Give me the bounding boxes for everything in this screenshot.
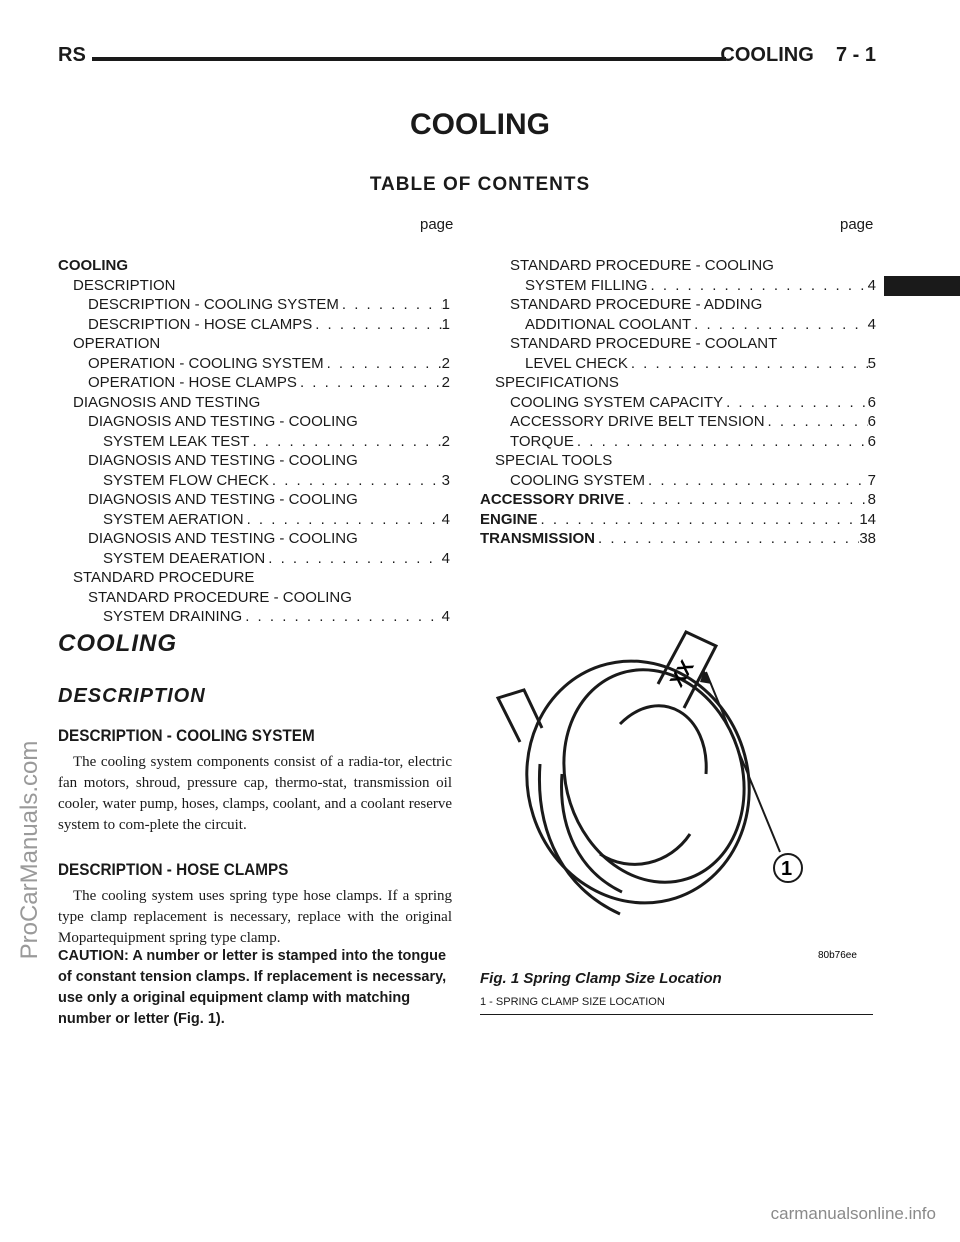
toc-page-number: 5 xyxy=(867,354,876,372)
toc-entry-title: SYSTEM AERATION xyxy=(103,510,244,528)
toc-entry[interactable] xyxy=(58,568,450,588)
toc-entry[interactable] xyxy=(480,529,876,549)
toc-page-number: 1 xyxy=(441,315,450,333)
toc-entry-title: STANDARD PROCEDURE - COOLING xyxy=(510,257,774,274)
cooling-system-paragraph xyxy=(58,752,452,836)
toc-entry[interactable] xyxy=(480,256,876,276)
figure-legend: 1 - SPRING CLAMP SIZE LOCATION xyxy=(480,996,665,1008)
toc-leader-dots xyxy=(595,529,859,549)
toc-entry-title: SPECIAL TOOLS xyxy=(495,452,613,469)
toc-entry-title: DIAGNOSIS AND TESTING xyxy=(73,393,261,411)
toc-entry[interactable] xyxy=(58,354,450,374)
toc-entry-title: COOLING SYSTEM CAPACITY xyxy=(510,393,724,411)
toc-leader-dots xyxy=(244,510,442,530)
toc-right-column xyxy=(480,256,876,549)
toc-entry-title: TORQUE xyxy=(510,432,574,450)
header-chapter-page: COOLING 7 - 1 xyxy=(720,44,876,66)
watermark-text: ProCarManuals.com xyxy=(16,740,43,960)
toc-entry-title: SYSTEM FILLING xyxy=(525,276,648,294)
toc-entry[interactable] xyxy=(480,354,876,374)
callout-number: 1 xyxy=(781,858,793,880)
toc-entry-title: SYSTEM DEAERATION xyxy=(103,549,266,567)
toc-entry-title: DIAGNOSIS AND TESTING - COOLING xyxy=(88,530,358,547)
toc-entry[interactable] xyxy=(58,451,450,471)
toc-leader-dots xyxy=(691,315,868,335)
toc-entry[interactable] xyxy=(480,490,876,510)
toc-entry[interactable] xyxy=(58,412,450,432)
toc-entry-title: STANDARD PROCEDURE xyxy=(73,569,255,586)
toc-page-number: 8 xyxy=(867,491,876,508)
toc-entry[interactable] xyxy=(58,607,450,627)
hose-clamps-text: The cooling system uses spring type hose clamps. If a spring type clamp replacement is necessary, replace with the original Mopartequipment spring type clamp. xyxy=(58,888,452,946)
spring-clamp-figure xyxy=(480,624,876,964)
toc-left-page-label: page xyxy=(420,216,454,233)
toc-right-page-label: page xyxy=(840,216,874,233)
cooling-system-heading: DESCRIPTION - COOLING SYSTEM xyxy=(58,726,315,745)
toc-entry-title: STANDARD PROCEDURE - ADDING xyxy=(510,296,763,313)
toc-entry[interactable] xyxy=(58,315,450,335)
toc-entry-title: DIAGNOSIS AND TESTING - COOLING xyxy=(88,452,358,469)
toc-entry-title: ACCESSORY DRIVE BELT TENSION xyxy=(510,413,765,430)
toc-entry[interactable] xyxy=(480,393,876,413)
toc-entry-title: SYSTEM DRAINING xyxy=(103,608,243,625)
toc-page-number: 38 xyxy=(859,530,876,547)
toc-leader-dots xyxy=(242,607,441,627)
toc-page-number: 2 xyxy=(441,432,450,450)
page-title: COOLING xyxy=(410,108,550,141)
caution-note: CAUTION: A number or letter is stamped into the tongue of constant tension clamps. If replacement is necessary, use only a original equipment clamp with matching number or letter (Fig. 1). xyxy=(58,948,447,1027)
toc-leader-dots xyxy=(624,490,867,510)
toc-leader-dots xyxy=(324,354,442,374)
toc-page-number: 2 xyxy=(441,354,450,372)
toc-page-number: 4 xyxy=(441,510,450,528)
toc-entry[interactable] xyxy=(58,510,450,530)
footer-watermark: carmanualsonline.info xyxy=(770,1204,936,1223)
toc-entry-title: ENGINE xyxy=(480,510,538,528)
toc-entry[interactable] xyxy=(58,256,450,276)
toc-entry-title: SPECIFICATIONS xyxy=(495,374,619,391)
toc-entry[interactable] xyxy=(480,334,876,354)
toc-entry-title: DIAGNOSIS AND TESTING - COOLING xyxy=(88,491,358,508)
toc-page-number: 4 xyxy=(867,315,876,333)
toc-entry-title: DESCRIPTION - HOSE CLAMPS xyxy=(88,315,313,333)
toc-leader-dots xyxy=(628,354,868,374)
header-rule xyxy=(92,57,726,61)
side-watermark xyxy=(10,640,50,1060)
toc-page-number: 4 xyxy=(867,276,876,294)
toc-leader-dots xyxy=(645,471,868,491)
toc-entry-title: TRANSMISSION xyxy=(480,530,596,547)
toc-entry[interactable] xyxy=(480,510,876,530)
toc-page-number: 2 xyxy=(441,374,450,391)
toc-entry[interactable] xyxy=(480,315,876,335)
toc-page-number: 14 xyxy=(859,510,876,528)
toc-entry[interactable] xyxy=(58,490,450,510)
toc-entry-title: COOLING SYSTEM xyxy=(510,471,646,489)
toc-page-number: 6 xyxy=(867,393,876,411)
toc-leader-dots xyxy=(648,276,868,296)
running-header xyxy=(58,44,876,76)
toc-entry-title: ACCESSORY DRIVE xyxy=(480,491,625,508)
toc-leader-dots xyxy=(723,393,868,413)
header-section-code: RS xyxy=(58,44,86,66)
toc-page-number: 6 xyxy=(867,413,876,430)
toc-page-number: 3 xyxy=(441,471,450,489)
toc-entry[interactable] xyxy=(58,295,450,315)
toc-entry[interactable] xyxy=(58,588,450,608)
hose-clamps-paragraph xyxy=(58,886,452,949)
toc-entry-title: DESCRIPTION xyxy=(73,276,176,294)
toc-entry[interactable] xyxy=(58,334,450,354)
toc-entry-title: COOLING xyxy=(58,257,128,274)
toc-leader-dots xyxy=(312,315,441,335)
toc-entry-title: DESCRIPTION - COOLING SYSTEM xyxy=(88,296,339,313)
toc-entry-title: STANDARD PROCEDURE - COOLING xyxy=(88,588,352,606)
toc-entry-title: OPERATION - COOLING SYSTEM xyxy=(88,354,324,372)
toc-entry[interactable] xyxy=(58,529,450,549)
toc-leader-dots xyxy=(269,471,442,491)
toc-leader-dots xyxy=(538,510,860,530)
clamp-stamp-marking: XX xyxy=(666,656,699,691)
toc-entry[interactable] xyxy=(58,549,450,569)
toc-leader-dots xyxy=(249,432,441,452)
toc-entry-title: SYSTEM LEAK TEST xyxy=(103,432,250,450)
toc-entry[interactable] xyxy=(58,432,450,452)
toc-entry[interactable] xyxy=(480,373,876,393)
chapter-thumb-tab xyxy=(884,276,960,296)
toc-page-number: 1 xyxy=(441,296,450,313)
figure-code: 80b76ee xyxy=(818,950,857,961)
toc-entry-title: DIAGNOSIS AND TESTING - COOLING xyxy=(88,413,358,430)
hose-clamps-heading: DESCRIPTION - HOSE CLAMPS xyxy=(58,860,289,879)
toc-entry[interactable] xyxy=(480,412,876,432)
toc-entry[interactable] xyxy=(58,276,450,296)
toc-leader-dots xyxy=(265,549,441,569)
toc-page-number: 4 xyxy=(441,549,450,567)
toc-page-number: 7 xyxy=(867,471,876,489)
toc-title: TABLE OF CONTENTS xyxy=(369,174,591,195)
toc-leader-dots xyxy=(765,412,868,432)
toc-entry[interactable] xyxy=(480,451,876,471)
toc-entry[interactable] xyxy=(58,471,450,491)
toc-entry[interactable] xyxy=(58,373,450,393)
toc-page-number: 6 xyxy=(867,432,876,450)
figure-caption: Fig. 1 Spring Clamp Size Location xyxy=(480,970,722,987)
toc-entry-title: SYSTEM FLOW CHECK xyxy=(103,471,269,489)
cooling-system-text: The cooling system components consist of a radia-tor, electric fan motors, shroud, pressure cap, thermo-stat, transmission oil cooler, water pump, hoses, clamps, coolant, and a coolant reserve system to com-plete the circuit. xyxy=(58,754,452,833)
toc-entry-title: STANDARD PROCEDURE - COOLANT xyxy=(510,335,778,352)
toc-left-column xyxy=(58,256,450,627)
toc-entry-title: OPERATION xyxy=(73,335,161,352)
section-heading: COOLING xyxy=(58,630,177,657)
figure-rule xyxy=(480,1014,873,1015)
toc-entry[interactable] xyxy=(58,393,450,413)
toc-leader-dots xyxy=(339,295,442,315)
toc-leader-dots xyxy=(574,432,868,452)
toc-entry-title: OPERATION - HOSE CLAMPS xyxy=(88,374,297,391)
toc-entry[interactable] xyxy=(480,471,876,491)
toc-leader-dots xyxy=(297,373,442,393)
toc-page-number: 4 xyxy=(441,608,450,625)
toc-entry[interactable] xyxy=(480,295,876,315)
toc-entry-title: LEVEL CHECK xyxy=(525,354,628,372)
subsection-heading: DESCRIPTION xyxy=(58,685,206,707)
toc-entry[interactable] xyxy=(480,276,876,296)
toc-entry[interactable] xyxy=(480,432,876,452)
spring-clamp-illustration xyxy=(480,624,876,964)
toc-entry-title: ADDITIONAL COOLANT xyxy=(525,315,692,333)
